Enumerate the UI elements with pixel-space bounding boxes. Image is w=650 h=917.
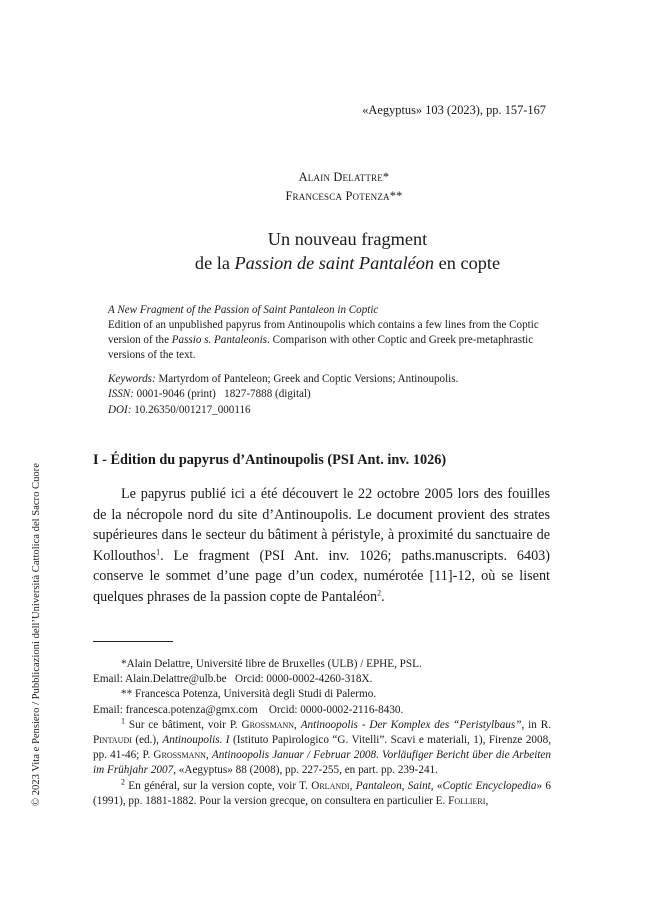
- body-text-part-1: Le papyrus publié ici a été découvert le 22 octobre 2005 lors des fouilles de la nécropole nord du site d’Antinoupolis. Le document provient des strates supérieures dans le secteur du bâtiment à péristyle, à proximité du sanctuaire de Kollouthos: [93, 486, 550, 564]
- footnote-2: [93, 776, 552, 809]
- footnote-2-title: Coptic Encyclopedia: [442, 779, 537, 792]
- footnote-1-text: , in R.: [521, 718, 551, 731]
- copyright-side-note: © 2023 Vita e Pensiero / Pubblicazioni dell’Università Cattolica del Sacro Cuore: [31, 463, 42, 806]
- footnote-2-text: » 6 (1991), pp. 1881-1882. Pour la version grecque, on consultera en particulier E.: [93, 779, 552, 807]
- footnote-1-text: Sur ce bâtiment, voir P.: [125, 718, 242, 731]
- title-line2-italic: Passion de saint Pantaléon: [234, 253, 435, 273]
- body-text-part-2: . Le fragment (PSI Ant. inv. 1026; paths.manuscripts. 6403) conserve le sommet d’une page d’un codex, numérotée [11]-12, où se lisent quelques phrases de la passion copte de Pantaléon: [93, 547, 550, 605]
- footnote-1-author: Grossmann: [153, 749, 206, 762]
- footnote-1-author: Grossmann: [241, 718, 295, 731]
- title-line2-post: en copte: [434, 253, 501, 273]
- body-paragraph: [93, 484, 550, 607]
- footnote-2-text: ,: [485, 794, 489, 807]
- footnote-ref-1[interactable]: 1: [156, 546, 161, 556]
- doi-line: [108, 403, 543, 418]
- footnote-ref-2[interactable]: 2: [377, 587, 382, 597]
- body-text-part-3: .: [381, 588, 385, 605]
- keywords-line: [108, 372, 543, 387]
- footnote-1-text: ,: [205, 749, 212, 762]
- footnote-1-author: Pintaudi: [93, 734, 132, 747]
- abstract: [108, 303, 543, 418]
- footnote-2-text: En général, sur la version copte, voir T.: [125, 779, 312, 792]
- author-1-contact: Email: Alain.Delattre@ulb.be Orcid: 0000-0002-4260-318X.: [93, 673, 373, 686]
- footnote-2-text: , «: [430, 779, 443, 792]
- abstract-text-italic: Passio s. Pantaleonis: [171, 334, 268, 347]
- english-title: A New Fragment of the Passion of Saint Pantaleon in Coptic: [108, 304, 379, 316]
- abstract-text-post: . Comparison with other Coptic and Greek pre-metaphrastic versions of the text.: [108, 334, 534, 362]
- footnotes: [93, 657, 551, 809]
- footnote-1-text: (ed.),: [131, 734, 163, 747]
- footnote-2-author: Orlandi: [311, 779, 350, 792]
- footnote-1-title: Antinoopolis - Der Komplex des “Peristylbaus”: [300, 718, 522, 731]
- footnote-2-mark: 2: [121, 776, 125, 786]
- author-1-affiliation: *Alain Delattre, Université libre de Bruxelles (ULB) / EPHE, PSL.: [121, 658, 422, 670]
- section-heading: I - Édition du papyrus d’Antinoupolis (PSI Ant. inv. 1026): [93, 452, 447, 468]
- author-2-affiliation: ** Francesca Potenza, Università degli Studi di Palermo.: [121, 688, 377, 701]
- title-line-2: [0, 251, 650, 275]
- abstract-text-pre: Edition of an unpublished papyrus from Antinoupolis which contains a few lines from the Coptic version of the: [108, 319, 539, 347]
- author-2-contact: Email: francesca.potenza@gmx.com Orcid: 0000-0002-2116-8430.: [93, 703, 404, 716]
- footnote-1: [93, 718, 551, 779]
- author-2: Francesca Potenza**: [285, 189, 403, 203]
- author-1: Alain Delattre*: [298, 170, 390, 184]
- footnote-1-text: , «Aegyptus» 88 (2008), pp. 227-255, en part. pp. 239-241.: [173, 764, 438, 777]
- authors-block: [0, 168, 650, 206]
- footnote-1-mark: 1: [121, 716, 125, 726]
- issn-value: 0001-9046 (print) 1827-7888 (digital): [133, 388, 311, 401]
- footnote-2-title: Pantaleon, Saint: [355, 779, 431, 792]
- issn-label: ISSN:: [108, 388, 134, 401]
- article-title: [0, 227, 650, 275]
- issn-line: [108, 387, 543, 402]
- abstract-text: [108, 318, 543, 363]
- keywords-value: Martyrdom of Panteleon; Greek and Coptic Versions; Antinoupolis.: [155, 373, 459, 386]
- footnote-1-title: Antinoupolis. I: [162, 734, 230, 747]
- footnote-1-title: Antinoopolis Januar / Februar 2008. Vorläufiger Bericht über die Arbeiten im Frühjahr 2007: [93, 749, 551, 777]
- body-text: [93, 484, 550, 607]
- journal-reference: «Aegyptus» 103 (2023), pp. 157-167: [362, 103, 546, 117]
- footnote-divider: [93, 641, 173, 642]
- title-line2-pre: de la: [194, 253, 235, 273]
- title-line-1: Un nouveau fragment: [267, 229, 428, 249]
- doi-label: DOI:: [108, 403, 132, 416]
- footnote-1-text: ,: [294, 718, 301, 731]
- footnote-2-author: Follieri: [448, 794, 486, 807]
- footnote-2-text: ,: [349, 779, 356, 792]
- keywords-label: Keywords:: [108, 373, 156, 386]
- footnote-1-text: (Istituto Papirologico “G. Vitelli”. Scavi e materiali, 1), Firenze 2008, pp. 41-46; P.: [93, 734, 551, 762]
- doi-value: 10.26350/001217_000116: [131, 403, 251, 416]
